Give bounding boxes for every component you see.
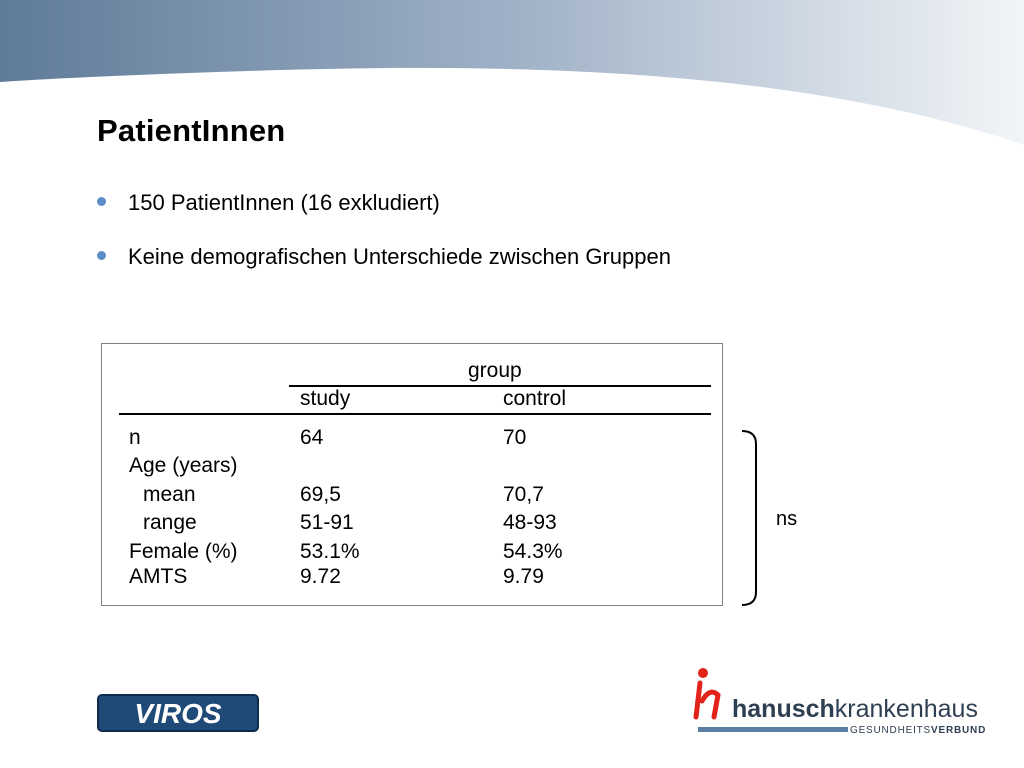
hanusch-wordmark	[732, 695, 978, 724]
cell-study: 51-91	[300, 511, 354, 534]
cell-study: 53.1%	[300, 540, 360, 563]
hanusch-bar	[698, 727, 848, 732]
hanusch-wordmark-rest: krankenhaus	[834, 695, 978, 723]
slide-title: PatientInnen	[97, 113, 286, 148]
row-label: range	[143, 511, 197, 534]
viros-logo-text: VIROS	[134, 698, 222, 729]
row-label: AMTS	[129, 565, 188, 588]
table-group-header: group	[468, 359, 522, 382]
bracket-icon	[738, 428, 766, 610]
row-label: Female (%)	[129, 540, 238, 563]
bullet-dot-icon	[97, 251, 106, 260]
hanusch-sub-a: GESUNDHEITS	[850, 725, 932, 736]
cell-control: 54.3%	[503, 540, 563, 563]
cell-control: 70,7	[503, 483, 544, 506]
cell-study: 9.72	[300, 565, 341, 588]
bullet-dot-icon	[97, 197, 106, 206]
row-label: Age (years)	[129, 454, 238, 477]
cell-control: 48-93	[503, 511, 557, 534]
hanusch-logo	[690, 665, 990, 745]
hanusch-wordmark-bold: hanusch	[732, 695, 835, 723]
row-label: mean	[143, 483, 196, 506]
bullet-text: Keine demografischen Unterschiede zwischen Gruppen	[128, 244, 671, 269]
cell-study: 64	[300, 426, 324, 449]
viros-logo	[96, 693, 260, 733]
header-rule	[119, 413, 711, 415]
cell-control: 9.79	[503, 565, 544, 588]
bullet-text: 150 PatientInnen (16 exkludiert)	[128, 190, 440, 215]
hanusch-sub-b: VERBUND	[931, 725, 987, 736]
group-rule	[289, 385, 711, 387]
hanusch-mark-icon	[690, 665, 730, 721]
cell-study: 69,5	[300, 483, 341, 506]
demographics-table	[101, 343, 723, 606]
hanusch-subtitle	[850, 725, 986, 736]
row-label: n	[129, 426, 141, 449]
cell-control: 70	[503, 426, 527, 449]
column-header-study: study	[300, 387, 351, 410]
ns-label: ns	[776, 508, 798, 530]
column-header-control: control	[503, 387, 567, 410]
